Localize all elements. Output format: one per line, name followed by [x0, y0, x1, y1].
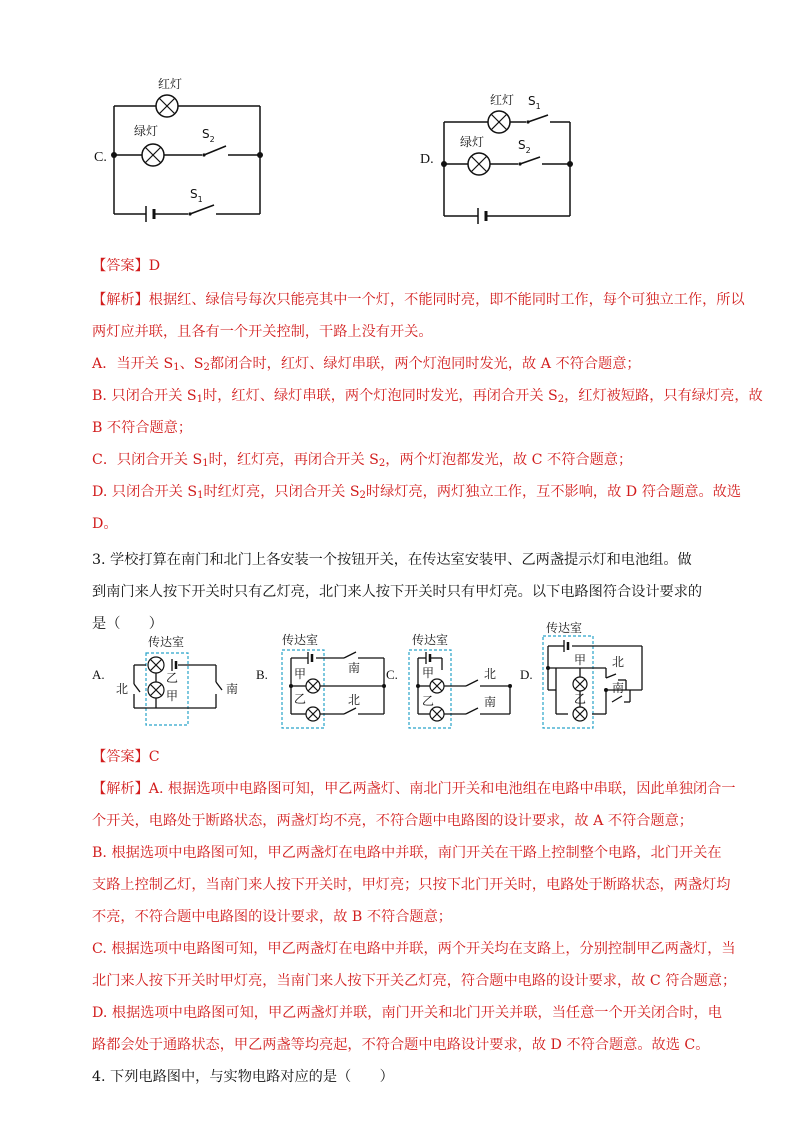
- s2-label: $S_2$: [518, 138, 531, 155]
- q3-analysis-line-8: D. 根据选项中电路图可知，甲乙两盏灯并联，南门开关和北门开关并联，当任意一个开关闭合时，电: [92, 1005, 722, 1021]
- svg-text:甲: 甲: [422, 666, 435, 680]
- q3-analysis-line-3: B. 根据选项中电路图可知，甲乙两盏灯在电路中并联，南门开关在干路上控制整个电路，北门开关在: [92, 845, 722, 861]
- q2-analysis-line-1: 【解析】根据红、绿信号每次只能亮其中一个灯，不能同时亮，即不能同时工作，每个可独立工作，所以: [92, 292, 745, 308]
- answer-value: C: [148, 749, 160, 765]
- q3-analysis-line-1: 【解析】A. 根据选项中电路图可知，甲乙两盏灯、南北门开关和电池组在电路中串联，因此单独闭合一: [92, 781, 736, 797]
- svg-text:D.: D.: [520, 667, 533, 682]
- red-lamp-icon: [156, 95, 178, 117]
- q3-question-line-2: 到南门来人按下开关时只有乙灯亮，北门来人按下开关时只有甲灯亮。以下电路图符合设计要求的: [92, 584, 703, 600]
- svg-text:B.: B.: [256, 667, 268, 682]
- svg-text:甲: 甲: [166, 689, 179, 703]
- q2-option-c-analysis: C．只闭合开关 $S_1$时，红灯亮，再闭合开关 $S_2$，两个灯泡都发光，故 C 不符合题意；: [92, 452, 633, 469]
- q2-option-b-analysis-2: B 不符合题意；: [92, 420, 193, 436]
- svg-text:南: 南: [612, 681, 625, 695]
- analysis-tag: 【解析】: [92, 292, 149, 308]
- svg-text:A.: A.: [92, 667, 105, 682]
- svg-text:传达室: 传达室: [546, 621, 583, 635]
- q3-analysis-line-2: 个开关，电路处于断路状态，两盏灯均不亮，不符合题中电路图的设计要求，故 A 不符合题意；: [92, 813, 693, 829]
- circuit-diagram-c: [88, 78, 278, 223]
- circuit-diagram-d: [420, 90, 590, 225]
- s2-label: $S_2$: [202, 127, 215, 144]
- q3-question-line-1: 3. 学校打算在南门和北门上各安装一个按钮开关，在传达室安装甲、乙两盏提示灯和电池组。做: [92, 552, 692, 568]
- svg-text:乙: 乙: [166, 671, 179, 685]
- q3-circuit-diagrams: [86, 621, 706, 735]
- svg-text:北: 北: [116, 682, 129, 696]
- q3-analysis-line-4: 支路上控制乙灯，当南门来人按下开关时，甲灯亮；只按下北门开关时，电路处于断路状态，两盏灯均: [92, 877, 731, 893]
- q3-diagram-a: [92, 634, 238, 725]
- svg-text:C.: C.: [386, 667, 398, 682]
- svg-text:北: 北: [612, 655, 625, 669]
- q2-analysis-line-2: 两灯应并联，且各有一个开关控制，干路上没有开关。: [92, 324, 433, 340]
- q3-question-line-3: 是（ ）: [92, 616, 163, 632]
- s1-label: $S_1$: [190, 187, 203, 204]
- green-lamp-icon: [142, 144, 164, 166]
- q3-analysis-line-9: 路都会处于通路状态，甲乙两盏等均亮起，不符合题中电路设计要求，故 D 不符合题意。故选 C。: [92, 1037, 710, 1053]
- q3-analysis-line-6: C. 根据选项中电路图可知，甲乙两盏灯在电路中并联，两个开关均在支路上，分别控制甲乙两盏灯，当: [92, 941, 736, 957]
- svg-text:南: 南: [226, 682, 239, 696]
- answer-tag: 【答案】: [92, 258, 149, 274]
- red-lamp-label: 红灯: [490, 93, 515, 107]
- svg-text:甲: 甲: [294, 667, 307, 681]
- q2-option-a-analysis: A．当开关 $S_1$、$S_2$都闭合时，红灯、绿灯串联，两个灯泡同时发光，故 A 不符合题意；: [92, 356, 641, 373]
- green-lamp-icon: [468, 153, 490, 175]
- svg-text:北: 北: [484, 667, 497, 681]
- svg-text:南: 南: [348, 661, 361, 675]
- svg-text:甲: 甲: [574, 653, 587, 667]
- q2-option-b-analysis-1: B. 只闭合开关 $S_1$时，红灯、绿灯串联，两个灯泡同时发光，再闭合开关 $S_2$，红灯被短路，只有绿灯亮，故: [92, 388, 763, 405]
- q2-option-d-analysis-2: D。: [92, 516, 118, 532]
- red-lamp-label: 红灯: [158, 77, 183, 91]
- green-lamp-label: 绿灯: [134, 124, 159, 138]
- svg-text:北: 北: [348, 693, 361, 707]
- q3-diagram-b: [256, 632, 386, 728]
- analysis-tag: 【解析】: [92, 781, 149, 797]
- red-lamp-icon: [488, 111, 510, 133]
- q4-question-line: 4. 下列电路图中，与实物电路对应的是（ ）: [92, 1069, 394, 1085]
- svg-text:传达室: 传达室: [282, 633, 319, 647]
- q3-analysis-line-7: 北门来人按下开关时甲灯亮，当南门来人按下开关乙灯亮，符合题中电路的设计要求，故 C 符合题意；: [92, 973, 737, 989]
- q3-analysis-line-5: 不亮，不符合题中电路图的设计要求，故 B 不符合题意；: [92, 909, 452, 925]
- s1-label: $S_1$: [528, 94, 541, 111]
- svg-text:传达室: 传达室: [148, 635, 185, 649]
- svg-text:乙: 乙: [574, 692, 587, 706]
- q3-diagram-d: [520, 620, 642, 728]
- answer-value: D: [148, 258, 161, 274]
- answer-tag: 【答案】: [92, 749, 149, 765]
- option-d-label: D.: [420, 152, 434, 167]
- option-c-label: C.: [94, 150, 107, 165]
- q2-option-d-analysis-1: D. 只闭合开关 $S_1$时红灯亮，只闭合开关 $S_2$时绿灯亮，两灯独立工作，互不影响，故 D 符合题意。故选: [92, 484, 742, 501]
- svg-text:乙: 乙: [294, 692, 307, 706]
- q3-diagram-c: [386, 632, 512, 728]
- q2-answer-line: [92, 256, 160, 276]
- svg-text:传达室: 传达室: [412, 633, 449, 647]
- q3-answer-line: [92, 747, 160, 767]
- svg-text:南: 南: [484, 695, 497, 709]
- svg-text:乙: 乙: [422, 694, 435, 708]
- green-lamp-label: 绿灯: [460, 135, 485, 149]
